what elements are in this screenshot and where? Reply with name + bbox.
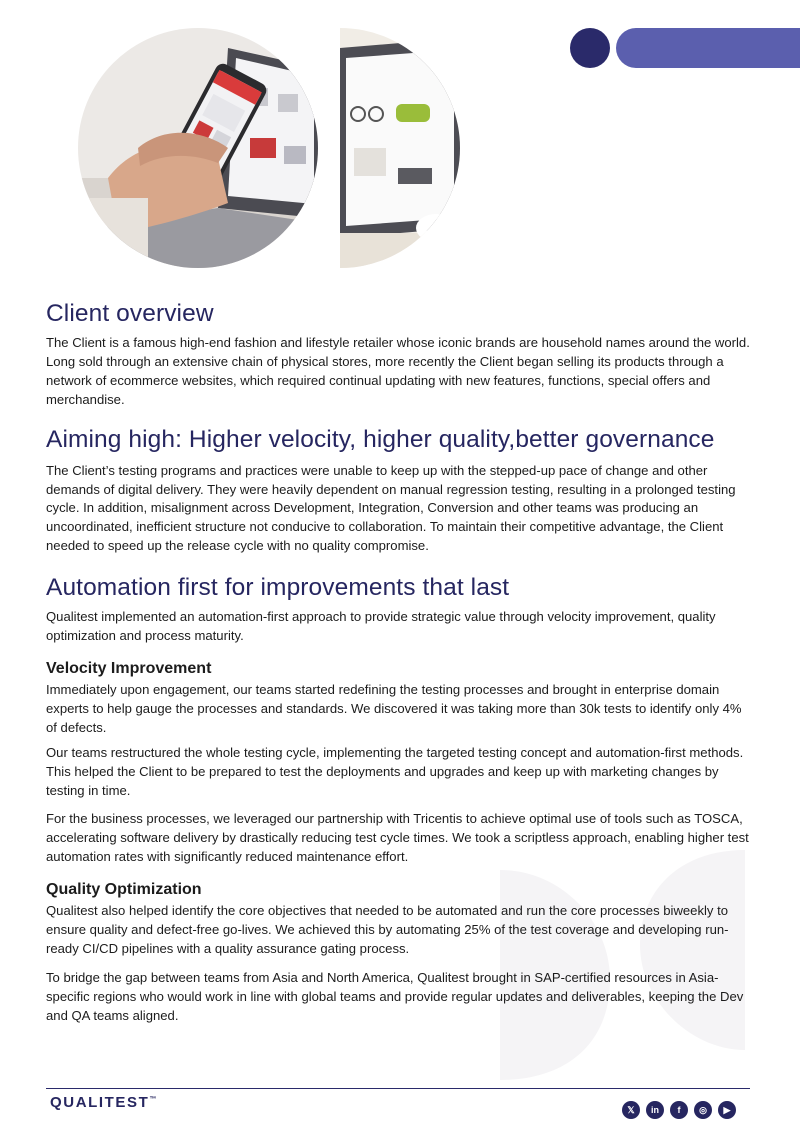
paragraph-aiming-high: The Client’s testing programs and practices were unable to keep up with the stepped-up pace of change and other demands of digital delivery. They were heavily dependent on manual regression testing, resulting in a prolonged testing cycle. In addition, misalignment across Development, Integration, Conversion and other teams was producing an uncoordinated, inefficient structure not conducive to collaboration. To maintain their competitive advantage, the Client needed to speed up the release cycle with no quality compromise.: [46, 462, 736, 554]
youtube-icon[interactable]: ▶: [718, 1101, 736, 1119]
paragraph-client-overview: The Client is a famous high-end fashion and lifestyle retailer whose iconic brands are household names around the world. Long sold through an extensive chain of physical stores, more recently the Client began selling its products through a network of ecommerce websites, which required continual updating with new features, functions, special offers and merchandise.: [46, 335, 750, 407]
heading-velocity: Velocity Improvement: [46, 659, 212, 677]
hero-photo-laptop: [340, 28, 460, 268]
instagram-icon[interactable]: ◎: [694, 1101, 712, 1119]
section-automation-first: [46, 574, 752, 1025]
heading-automation-first: Automation first for improvements that last: [46, 574, 510, 602]
decor-dot: [570, 28, 610, 68]
subsection-quality: [46, 881, 752, 1025]
subsection-velocity: [46, 660, 752, 867]
paragraph-velocity-2: Our teams restructured the whole testing cycle, implementing the targeted testing concept and automation-first methods. This helped the Client to be prepared to test the deployments and upgrades and keep up with marketing changes by testing in time.: [46, 744, 744, 798]
section-client-overview: [46, 300, 752, 410]
linkedin-icon[interactable]: in: [646, 1101, 664, 1119]
x-icon[interactable]: 𝕏: [622, 1101, 640, 1119]
logo-text: QUALITEST: [50, 1094, 150, 1111]
paragraph-quality-1: Qualitest also helped identify the core objectives that needed to be automated and run the core processes biweekly to ensure quality and defect-free go-lives. We achieved this by automating 25% of the test coverage and developing run-ready CI/CD pipelines with a quality assurance gating process.: [46, 903, 729, 956]
heading-client-overview: Client overview: [46, 300, 214, 327]
social-links: [622, 1101, 736, 1119]
hero-photo-phone: [78, 28, 318, 268]
facebook-icon[interactable]: f: [670, 1101, 688, 1119]
heading-aiming-high: Aiming high: Higher velocity, higher quality,better governance: [46, 425, 715, 453]
decor-pill: [616, 28, 800, 68]
footer-divider: [46, 1088, 750, 1089]
section-aiming-high: [46, 426, 752, 557]
paragraph-quality-2: To bridge the gap between teams from Asia and North America, Qualitest brought in SAP-certified resources in Asia-specific regions who would work in line with global teams and provide regular updates and deliverables, keeping the Dev and QA teams aligned.: [46, 969, 744, 1023]
qualitest-logo[interactable]: [50, 1094, 156, 1111]
paragraph-velocity-1: Immediately upon engagement, our teams started redefining the testing processes and brought in enterprise domain experts to help gauge the processes and standards. We discovered it was taking more than 30k tests to identify only 4% of defects.: [46, 681, 742, 735]
paragraph-velocity-3: For the business processes, we leveraged our partnership with Tricentis to achieve optimal use of tools such as TOSCA, accelerating software delivery by drastically reducing test cycle times. We took a scriptless approach, enabling higher test automation rates with significantly reduced maintenance effort.: [46, 811, 749, 865]
paragraph-automation-intro: Qualitest implemented an automation-first approach to provide strategic value through velocity improvement, quality optimization and process maturity.: [46, 609, 716, 644]
main-content: [46, 300, 752, 1026]
logo-trademark: ™: [149, 1096, 157, 1103]
heading-quality: Quality Optimization: [46, 881, 202, 899]
